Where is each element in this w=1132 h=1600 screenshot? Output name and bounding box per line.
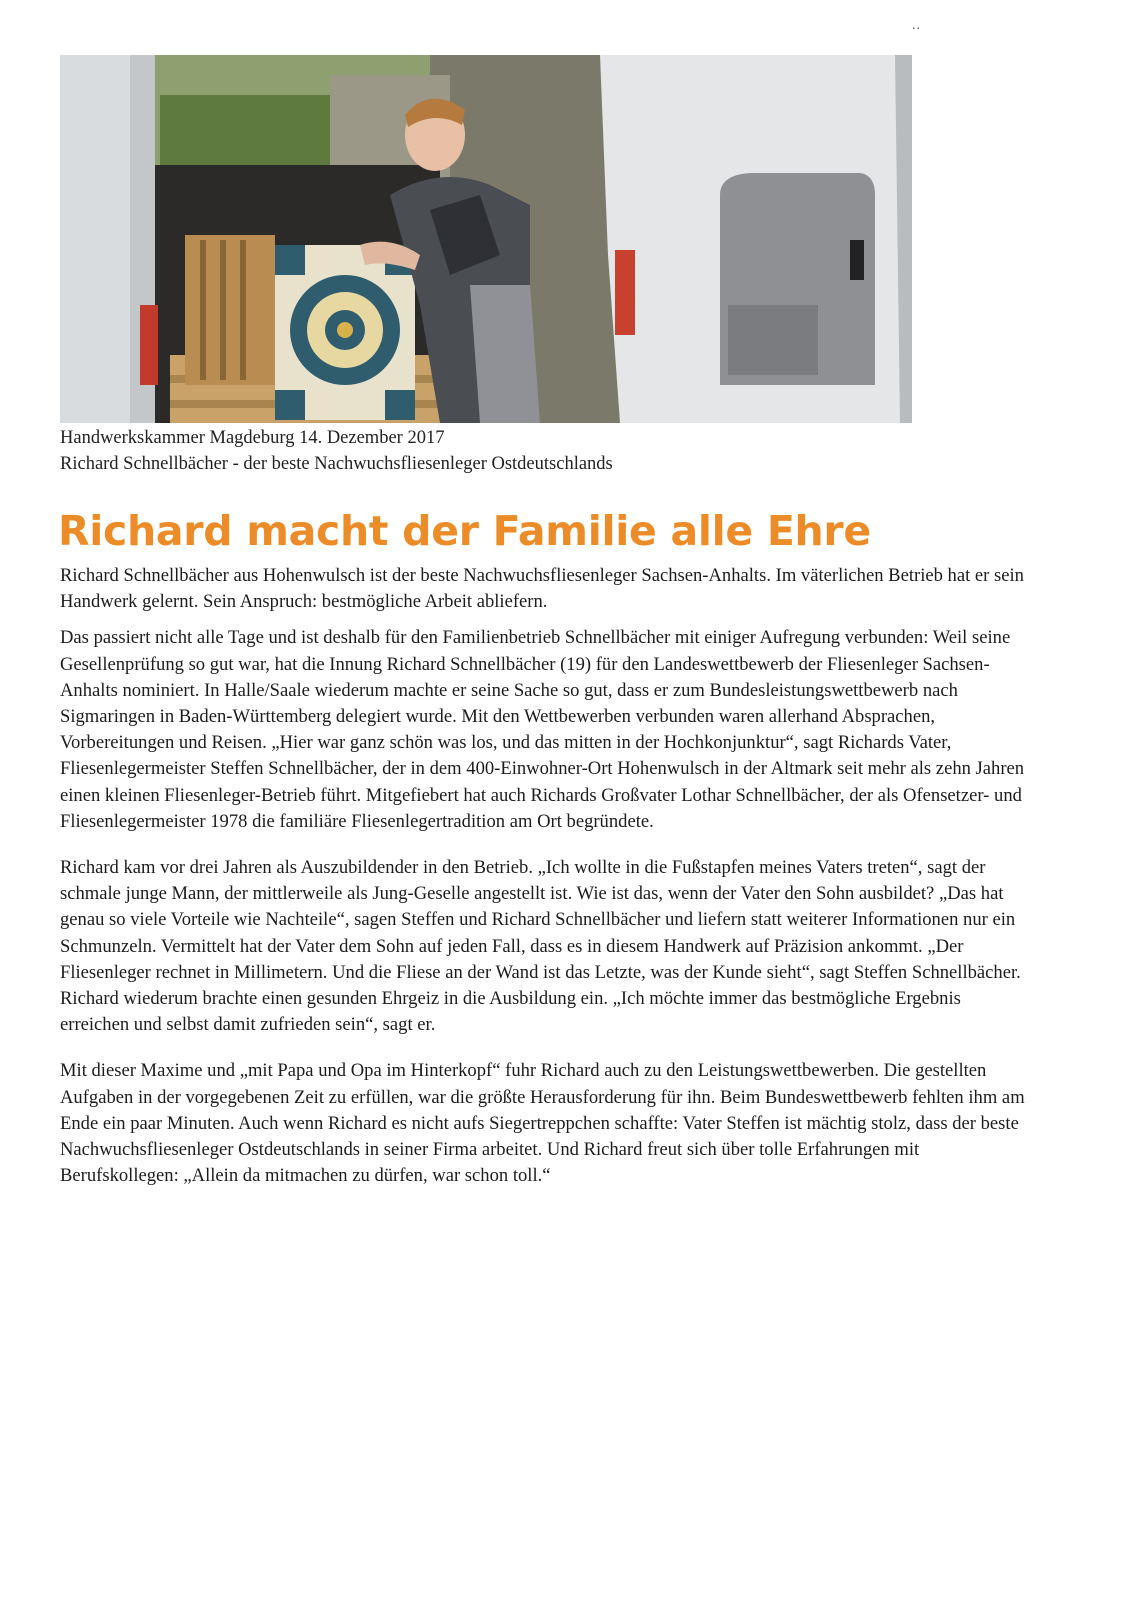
article-photo bbox=[60, 55, 912, 423]
article-body bbox=[60, 563, 1030, 1189]
scan-mark: .. bbox=[912, 18, 921, 33]
article-paragraph-3: Mit dieser Maxime und „mit Papa und Opa im Hinterkopf“ fuhr Richard auch zu den Leistungswettbewerben. Die gestellten Aufgaben in der vorgegebenen Zeit zu erfüllen, war die größte Herausforderung für ihn. Beim Bundeswettbewerb fehlten ihm am Ende ein paar Minuten. Auch wenn Richard es nicht aufs Siegertreppchen schaffte: Vater Steffen ist mächtig stolz, dass der beste Nachwuchsfliesenleger Ostdeutschlands in seiner Firma arbeitet. Und Richard freut sich über tolle Erfahrungen mit Berufskollegen: „Allein da mitmachen zu dürfen, war schon toll.“ bbox=[60, 1060, 1025, 1187]
photo-van-tiles-icon bbox=[60, 55, 912, 423]
photo-caption bbox=[60, 425, 613, 477]
article-lead: Richard Schnellbächer aus Hohenwulsch ist der beste Nachwuchsfliesenleger Sachsen-Anhalts. Im väterlichen Betrieb hat er sein Handwerk gelernt. Sein Anspruch: bestmögliche Arbeit abliefern. bbox=[60, 565, 1024, 613]
caption-line-1: Handwerkskammer Magdeburg 14. Dezember 2017 bbox=[60, 428, 445, 448]
caption-line-2: Richard Schnellbächer - der beste Nachwuchsfliesenleger Ostdeutschlands bbox=[60, 454, 613, 474]
article-headline: Richard macht der Familie alle Ehre bbox=[58, 507, 871, 555]
article-paragraph-1: Das passiert nicht alle Tage und ist deshalb für den Familienbetrieb Schnellbächer mit einiger Aufregung verbunden: Weil seine Gesellenprüfung so gut war, hat die Innung Richard Schnellbächer (19) für den Landeswettbewerb der Fliesenleger Sachsen-Anhalts nominiert. In Halle/Saale wiederum machte er seine Sache so gut, dass er zum Bundesleistungswettbewerb nach Sigmaringen in Baden-Württemberg delegiert wurde. Mit den Wettbewerben verbunden waren allerhand Absprachen, Vorbereitungen und Reisen. „Hier war ganz schön was los, und das mitten in der Hochkonjunktur“, sagt Richards Vater, Fliesenlegermeister Steffen Schnellbächer, der in dem 400-Einwohner-Ort Hohenwulsch in der Altmark seit mehr als zehn Jahren einen kleinen Fliesenleger-Betrieb führt. Mitgefiebert hat auch Richards Großvater Lothar Schnellbächer, der als Ofensetzer- und Fliesenlegermeister 1978 die familiäre Fliesenlegertradition am Ort begründete. bbox=[60, 627, 1025, 832]
article-paragraph-2: Richard kam vor drei Jahren als Auszubildender in den Betrieb. „Ich wollte in die Fußstapfen meines Vaters treten“, sagt der schmale junge Mann, der mittlerweile als Jung-Geselle angestellt ist. Wie ist das, wenn der Vater den Sohn ausbildet? „Das hat genau so viele Vorteile wie Nachteile“, sagen Steffen und Richard Schnellbächer und liefern statt weiterer Informationen nur ein Schmunzeln. Vermittelt hat der Vater dem Sohn auf jeden Fall, dass es in diesem Handwerk auf Präzision ankommt. „Der Fliesenleger rechnet in Millimetern. Und die Fliese an der Wand ist das Letzte, was der Kunde sieht“, sagt Steffen Schnellbächer. Richard wiederum brachte einen gesunden Ehrgeiz in die Ausbildung ein. „Ich möchte immer das bestmögliche Ergebnis erreichen und selbst damit zufrieden sein“, sagt er. bbox=[60, 857, 1021, 1036]
